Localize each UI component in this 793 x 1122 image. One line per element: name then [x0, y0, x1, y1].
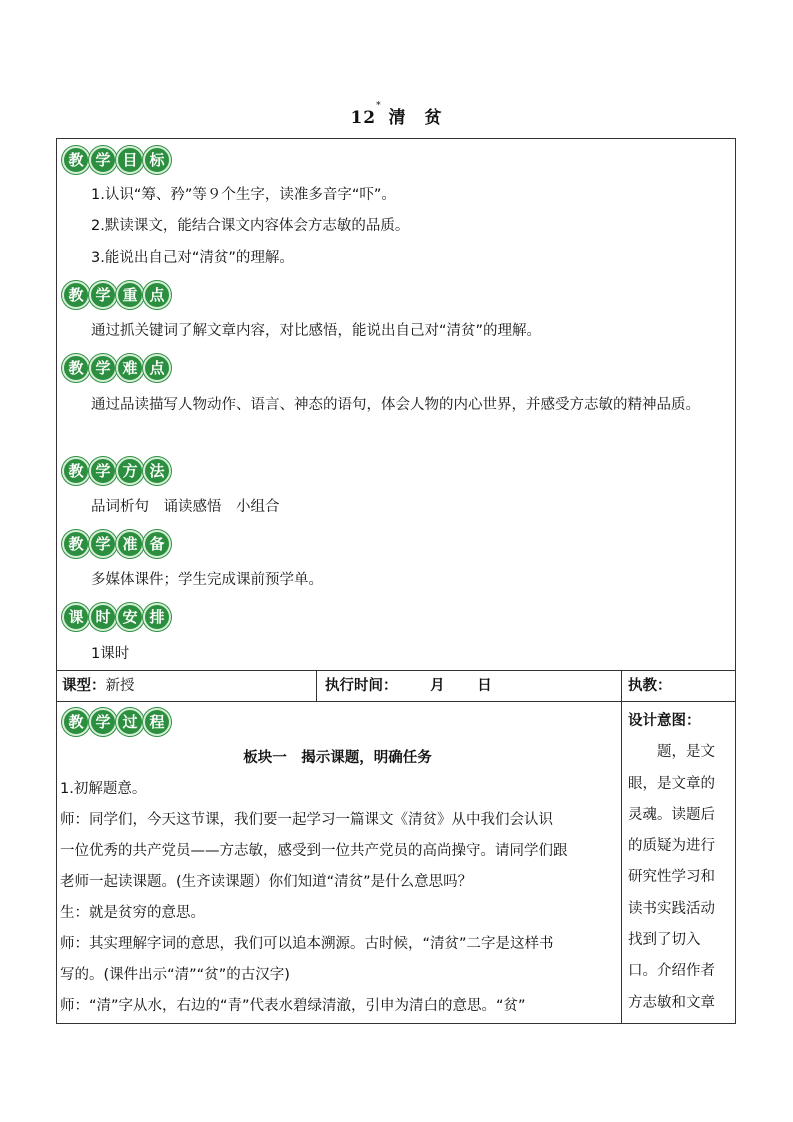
- title-number: 12: [350, 108, 377, 128]
- lesson-time: [325, 671, 492, 701]
- lesson-month: 月: [430, 678, 445, 694]
- design-line: 方志敏和文章: [628, 994, 715, 1011]
- process-line: 老师一起读课题。(生齐读课题）你们知道“清贫”是什么意思吗？: [60, 874, 473, 890]
- badge-prep: 教 学 准 备: [62, 530, 169, 558]
- block-title: 板块一 揭示课题，明确任务: [243, 750, 432, 766]
- method-text: 品词析句 诵读感悟 小组合: [91, 499, 280, 515]
- schedule-text: 1课时: [91, 646, 130, 662]
- badge-process: 教 学 过 程: [62, 708, 169, 736]
- design-line: 的质疑为进行: [628, 838, 715, 855]
- focus-text: 通过抓关键词了解文章内容，对比感悟，能说出自己对“清贫”的理解。: [91, 323, 542, 339]
- design-line: 读书实践活动: [628, 900, 715, 917]
- design-line: 找到了切入: [628, 932, 701, 949]
- goal-item: 2.默读课文，能结合课文内容体会方志敏的品质。: [91, 218, 410, 234]
- title-char-1: 清: [388, 108, 407, 128]
- badge-goals: 教 学 目 标: [62, 146, 169, 174]
- prep-text: 多媒体课件；学生完成课前预学单。: [91, 572, 323, 588]
- lesson-teacher-label: 执教：: [628, 678, 672, 694]
- difficulty-text: 通过品读描写人物动作、语言、神态的语句，体会人物的内心世界，并感受方志敏的精神品质。: [91, 397, 700, 413]
- lesson-time-label: 执行时间：: [325, 678, 398, 694]
- col-divider-1: [316, 670, 317, 702]
- process-line: 师：同学们，今天这节课，我们要一起学习一篇课文《清贫》从中我们会认识: [60, 812, 553, 828]
- design-line: 研究性学习和: [628, 869, 715, 886]
- page-title: [0, 103, 793, 128]
- lesson-type-label: 课型：: [62, 678, 106, 694]
- process-line: 1.初解题意。: [60, 781, 147, 797]
- process-line: 师：“清”字从水，右边的“青”代表水碧绿清澈，引申为清白的意思。“贫”: [60, 998, 526, 1014]
- design-line: 灵魂。读题后: [628, 806, 715, 823]
- process-line: 写的。(课件出示“清”“贫”的古汉字): [60, 967, 290, 983]
- col-divider-2: [621, 670, 622, 1024]
- design-line: 题，是文: [628, 744, 715, 761]
- design-line: 眼，是文章的: [628, 775, 715, 792]
- process-content: [60, 743, 615, 1022]
- design-intent: [628, 706, 726, 1019]
- lesson-type: [62, 671, 135, 701]
- lesson-type-value: 新授: [105, 678, 135, 694]
- title-char-2: 贫: [424, 108, 443, 128]
- goal-item: 3.能说出自己对“清贫”的理解。: [91, 250, 294, 266]
- badge-schedule: 课 时 安 排: [62, 603, 169, 631]
- process-line: 师：其实理解字词的意思，我们可以追本溯源。古时候，“清贫”二字是这样书: [60, 936, 554, 952]
- row-divider-bottom: [56, 701, 736, 702]
- lesson-day: 日: [477, 678, 492, 694]
- badge-difficulty: 教 学 难 点: [62, 354, 169, 382]
- design-line: 口。介绍作者: [628, 963, 715, 980]
- badge-focus: 教 学 重 点: [62, 281, 169, 309]
- goal-item: 1.认识“筹、矜”等９个生字，读准多音字“吓”。: [91, 187, 396, 203]
- process-line: 生：就是贫穷的意思。: [60, 905, 205, 921]
- design-heading: 设计意图：: [628, 713, 701, 729]
- title-star-mark: *: [376, 101, 382, 111]
- lesson-teacher: [628, 671, 672, 701]
- badge-method: 教 学 方 法: [62, 457, 169, 485]
- process-line: 一位优秀的共产党员——方志敏，感受到一位共产党员的高尚操守。请同学们跟: [60, 843, 568, 859]
